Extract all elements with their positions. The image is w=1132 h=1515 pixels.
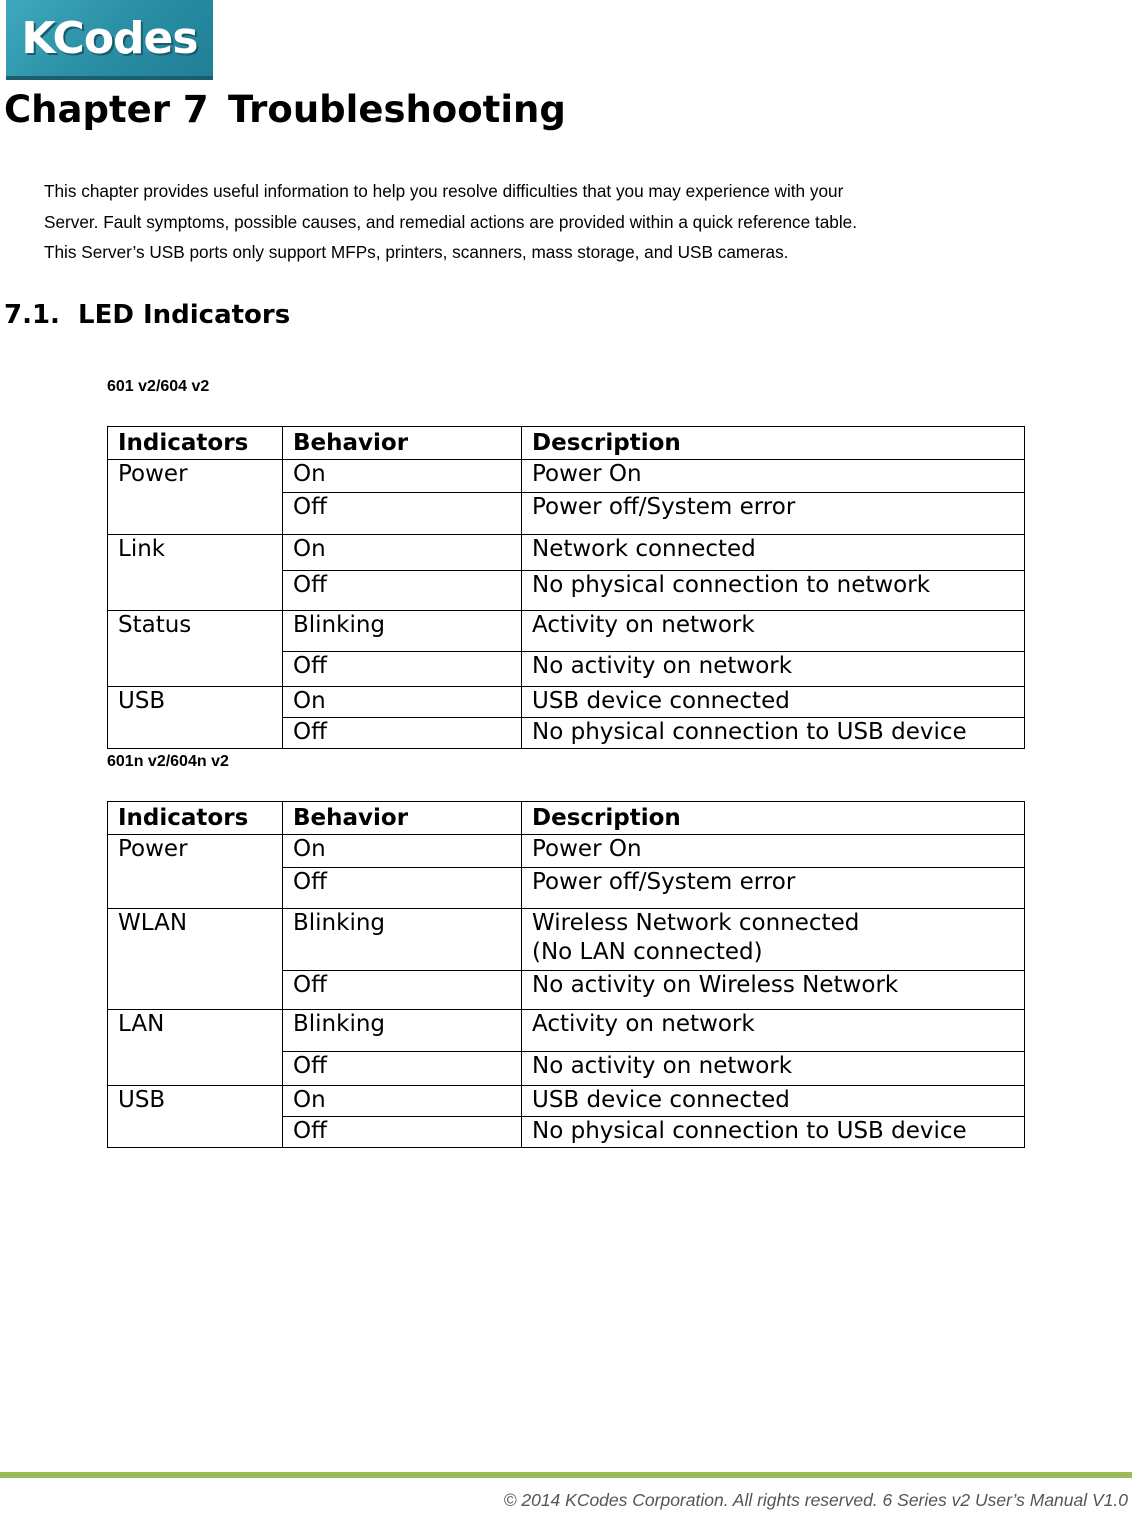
- behavior-cell: Off: [283, 868, 522, 909]
- description-cell: Activity on network: [522, 611, 1025, 652]
- description-cell: Power off/System error: [522, 493, 1025, 535]
- table-row: [108, 835, 1025, 868]
- section-title: LED Indicators: [78, 300, 291, 330]
- kcodes-logo: [6, 0, 213, 80]
- table-row: [108, 1010, 1025, 1052]
- description-cell: Activity on network: [522, 1010, 1025, 1052]
- header-behavior: Behavior: [283, 802, 522, 835]
- indicator-cell: Status: [108, 611, 283, 687]
- behavior-cell: On: [283, 535, 522, 571]
- table-row: [108, 909, 1025, 971]
- description-cell: USB device connected: [522, 1086, 1025, 1117]
- behavior-cell: On: [283, 460, 522, 493]
- led-table: [107, 426, 1025, 749]
- table-header-row: [108, 802, 1025, 835]
- indicator-cell: WLAN: [108, 909, 283, 1010]
- indicator-cell: Power: [108, 835, 283, 909]
- indicator-cell: Link: [108, 535, 283, 611]
- description-cell: Power On: [522, 835, 1025, 868]
- section-number: 7.1.: [4, 300, 60, 330]
- table-header-row: [108, 427, 1025, 460]
- header-behavior: Behavior: [283, 427, 522, 460]
- description-cell: No activity on network: [522, 1052, 1025, 1086]
- header-description: Description: [522, 427, 1025, 460]
- description-cell: No physical connection to USB device: [522, 718, 1025, 749]
- behavior-cell: Off: [283, 971, 522, 1010]
- behavior-cell: Blinking: [283, 909, 522, 971]
- description-cell: Network connected: [522, 535, 1025, 571]
- table-row: [108, 611, 1025, 652]
- table-row: [108, 535, 1025, 571]
- description-cell: Power off/System error: [522, 868, 1025, 909]
- description-cell: No physical connection to network: [522, 571, 1025, 611]
- description-cell: No physical connection to USB device: [522, 1117, 1025, 1148]
- model-label: 601 v2/604 v2: [107, 378, 210, 395]
- behavior-cell: Off: [283, 652, 522, 687]
- behavior-cell: Off: [283, 493, 522, 535]
- chapter-number: Chapter 7: [4, 88, 209, 131]
- header-indicators: Indicators: [108, 427, 283, 460]
- indicator-cell: USB: [108, 687, 283, 749]
- behavior-cell: On: [283, 835, 522, 868]
- description-cell: Power On: [522, 460, 1025, 493]
- behavior-cell: On: [283, 1086, 522, 1117]
- footer-text: © 2014 KCodes Corporation. All rights reserved. 6 Series v2 User’s Manual V1.0: [503, 1490, 1128, 1510]
- description-cell: No activity on Wireless Network: [522, 971, 1025, 1010]
- table-row: [108, 1086, 1025, 1117]
- chapter-heading: [4, 88, 566, 131]
- description-line: (No LAN connected): [532, 939, 763, 965]
- behavior-cell: On: [283, 687, 522, 718]
- intro-line: This Server’s USB ports only support MFPs, printers, scanners, mass storage, and USB cameras.: [44, 242, 789, 262]
- description-cell: [522, 909, 1025, 971]
- description-cell: USB device connected: [522, 687, 1025, 718]
- chapter-title: Troubleshooting: [228, 88, 566, 131]
- behavior-cell: Off: [283, 718, 522, 749]
- header-indicators: Indicators: [108, 802, 283, 835]
- indicator-cell: Power: [108, 460, 283, 535]
- behavior-cell: Off: [283, 571, 522, 611]
- led-table: [107, 801, 1025, 1148]
- behavior-cell: Blinking: [283, 1010, 522, 1052]
- intro-line: Server. Fault symptoms, possible causes, and remedial actions are provided within a quick reference table.: [44, 211, 857, 232]
- behavior-cell: Off: [283, 1052, 522, 1086]
- table-row: [108, 460, 1025, 493]
- section-heading: [4, 300, 290, 330]
- indicator-cell: LAN: [108, 1010, 283, 1086]
- indicator-cell: USB: [108, 1086, 283, 1148]
- table-row: [108, 687, 1025, 718]
- behavior-cell: Blinking: [283, 611, 522, 652]
- description-line: Wireless Network connected: [532, 910, 860, 936]
- header-description: Description: [522, 802, 1025, 835]
- intro-line: This chapter provides useful information to help you resolve difficulties that you may experience with your: [44, 181, 844, 201]
- intro-paragraph: [44, 176, 1132, 268]
- model-label: 601n v2/604n v2: [107, 753, 229, 770]
- logo-text: KCodes: [21, 12, 198, 64]
- behavior-cell: Off: [283, 1117, 522, 1148]
- description-cell: No activity on network: [522, 652, 1025, 687]
- footer-divider: [0, 1472, 1132, 1478]
